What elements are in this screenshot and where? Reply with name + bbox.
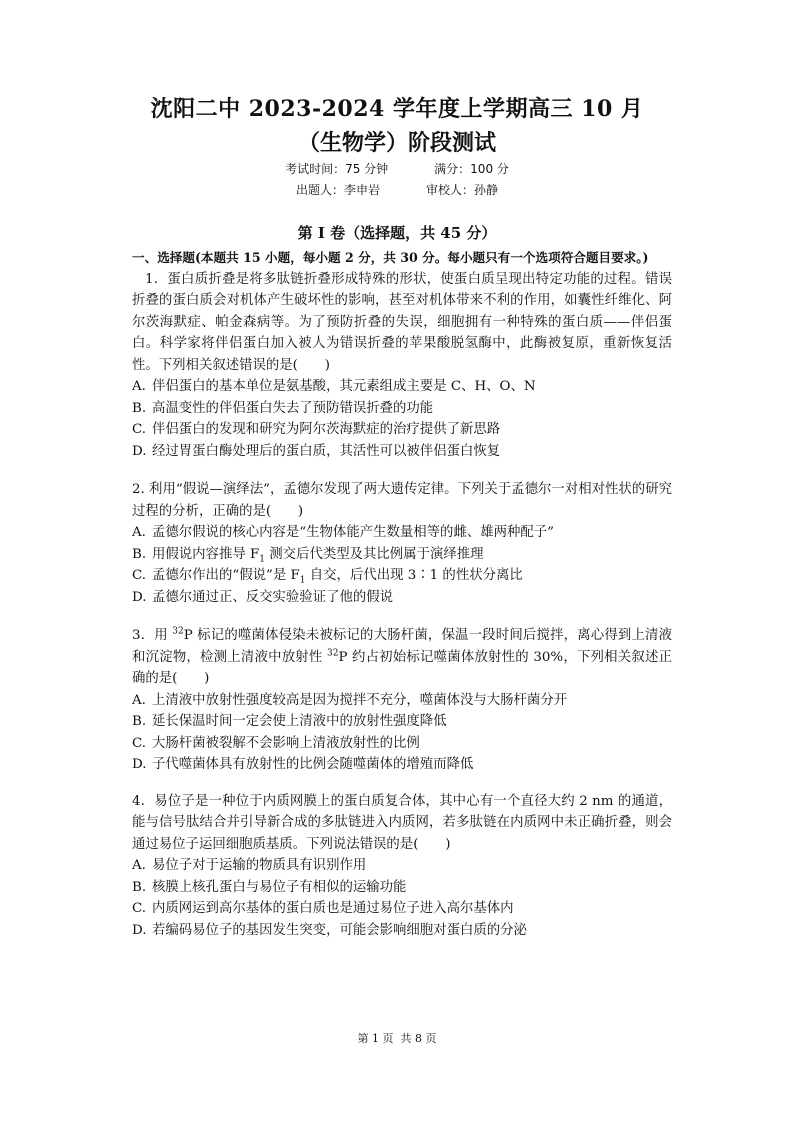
option-text: 经过胃蛋白酶处理后的蛋白质，其活性可以被伴侣蛋白恢复	[152, 443, 501, 459]
option-label: D.	[132, 589, 147, 605]
option-text: 孟德尔作出的“假说”是 F	[152, 568, 300, 583]
page-number: 第 1 页	[357, 1032, 394, 1045]
option-text: 上清液中放射性强度较高是因为搅拌不充分，噬菌体没与大肠杆菌分开	[152, 692, 568, 708]
question-2	[132, 479, 672, 608]
stem-text: P 标记的噬菌体侵染未被标记的大肠杆菌，保温一段时间后搅拌，离心得到上清液和沉淀物，检测上清液中放射性	[132, 628, 672, 665]
question-4-option-b	[132, 877, 672, 899]
question-4-option-d	[132, 920, 672, 942]
question-3-option-a	[132, 690, 672, 712]
option-label: D.	[132, 757, 147, 772]
page-total: 共 8 页	[400, 1032, 437, 1045]
question-4	[132, 791, 672, 942]
option-label: B.	[132, 714, 147, 729]
option-text: 孟德尔通过正、反交实验验证了他的假说	[152, 589, 394, 605]
question-2-option-c	[132, 565, 672, 587]
exam-time: 考试时间：75 分钟	[285, 162, 389, 176]
option-text: 若编码易位子的基因发生突变，可能会影响细胞对蛋白质的分泌	[152, 922, 527, 938]
question-4-option-c	[132, 898, 672, 920]
question-2-option-a	[132, 522, 672, 544]
option-text: 易位子对于运输的物质具有识别作用	[152, 858, 367, 873]
option-text: 伴侣蛋白的发现和研究为阿尔茨海默症的治疗提供了新思路	[152, 422, 501, 437]
question-4-option-a	[132, 855, 672, 877]
subscript: 1	[299, 575, 306, 586]
question-3	[132, 625, 672, 776]
option-label: C.	[132, 901, 147, 916]
exam-title-line1: 沈阳二中 2023-2024 学年度上学期高三 10 月	[150, 96, 644, 122]
superscript: 32	[172, 626, 184, 637]
option-label: D.	[132, 922, 147, 938]
questions-area	[132, 247, 672, 941]
option-label: B.	[132, 400, 147, 416]
exam-meta-row1	[0, 160, 794, 177]
question-1-option-c	[132, 419, 672, 441]
question-1-stem: 1．蛋白质折叠是将多肽链折叠形成特殊的形状，使蛋白质呈现出特定功能的过程。错误折叠的蛋白质会对机体产生破坏性的影响，甚至对机体带来不利的作用，如囊性纤维化、阿尔茨海默症、帕金森病等。为了预防折叠的失误，细胞拥有一种特殊的蛋白质——伴侣蛋白。科学家将伴侣蛋白加入被人为错误折叠的苹果酸脱氢酶中，此酶被复原，重新恢复活性。下列相关叙述错误的是( )	[132, 271, 672, 373]
option-label: C.	[132, 735, 147, 751]
option-text: 子代噬菌体具有放射性的比例会随噬菌体的增殖而降低	[152, 757, 474, 772]
option-label: A.	[132, 379, 146, 394]
option-text: 伴侣蛋白的基本单位是氨基酸，其元素组成主要是 C、H、O、N	[152, 379, 536, 394]
question-2-option-b	[132, 544, 672, 566]
setter: 出题人：李申岩	[295, 183, 380, 197]
stem-text: 3．用	[132, 628, 173, 643]
reviewer: 审校人：孙静	[426, 183, 499, 197]
exam-title-line2: （生物学）阶段测试	[297, 130, 496, 156]
question-3-option-c	[132, 733, 672, 755]
question-3-option-b	[132, 711, 672, 733]
question-3-stem	[132, 625, 672, 690]
question-2-option-d	[132, 587, 672, 609]
option-text: 大肠杆菌被裂解不会影响上清液放射性的比例	[152, 735, 420, 751]
option-label: B.	[132, 879, 147, 895]
option-text: 内质网运到高尔基体的蛋白质也是通过易位子进入高尔基体内	[152, 901, 514, 916]
option-text: 自交，后代出现 3∶1 的性状分离比	[305, 568, 523, 583]
question-1-option-d	[132, 441, 672, 463]
subscript: 1	[259, 554, 266, 565]
question-1-option-a	[132, 376, 672, 398]
option-text: 用假说内容推导 F	[152, 546, 260, 562]
exam-meta-row2	[0, 181, 794, 198]
option-label: C.	[132, 568, 147, 583]
question-2-stem: 2. 利用“假说—演绎法”，孟德尔发现了两大遗传定律。下列关于孟德尔一对相对性状的研究过程的分析，正确的是( )	[132, 482, 672, 519]
option-text: 核膜上核孔蛋白与易位子有相似的运输功能	[152, 879, 407, 895]
option-label: A.	[132, 525, 146, 540]
page-footer	[0, 1030, 794, 1046]
option-label: A.	[132, 692, 146, 708]
question-3-option-d	[132, 754, 672, 776]
superscript: 32	[327, 648, 339, 659]
option-text: 测交后代类型及其比例属于演绎推理	[265, 546, 484, 562]
full-score: 满分：100 分	[434, 162, 509, 176]
question-1-option-b	[132, 398, 672, 420]
option-text: 延长保温时间一定会使上清液中的放射性强度降低	[152, 714, 447, 729]
option-label: D.	[132, 443, 147, 459]
option-label: A.	[132, 858, 146, 873]
stem-text: P 约占初始标记噬菌体放射性的 30%，下列相关叙述正确的是( )	[132, 649, 672, 686]
section-instruction: 一、选择题(本题共 15 小题，每小题 2 分，共 30 分。每小题只有一个选项符合题目要求。)	[132, 250, 649, 265]
option-label: B.	[132, 546, 147, 562]
question-1	[132, 269, 672, 463]
option-text: 高温变性的伴侣蛋白失去了预防错误折叠的功能	[152, 400, 434, 416]
question-4-stem: 4．易位子是一种位于内质网膜上的蛋白质复合体，其中心有一个直径大约 2 nm 的通道，能与信号肽结合并引导新合成的多肽链进入内质网，若多肽链在内质网中未正确折叠，则会通过易位子运回细胞质基质。下列说法错误的是( )	[132, 793, 672, 852]
option-label: C.	[132, 422, 147, 437]
option-text: 孟德尔假说的核心内容是“生物体能产生数量相等的雌、雄两种配子”	[152, 525, 555, 540]
section-title: 第 I 卷（选择题，共 45 分）	[297, 224, 497, 242]
